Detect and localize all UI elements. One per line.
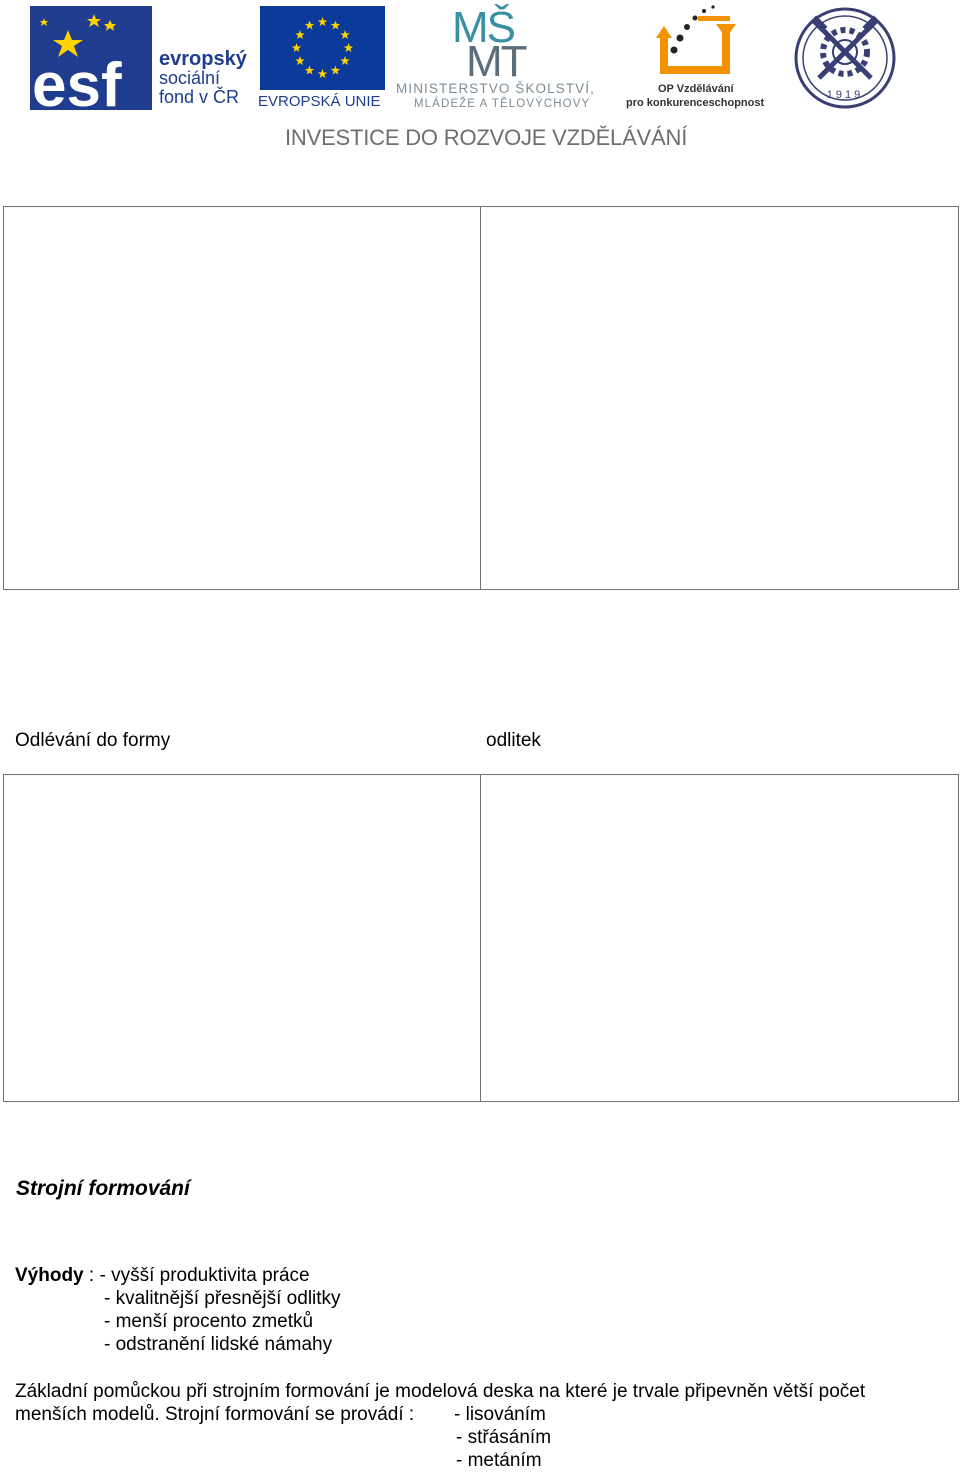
school-seal-logo xyxy=(793,6,897,110)
msmt-logo xyxy=(396,4,618,110)
op-mark-icon xyxy=(654,4,740,82)
advantage-item-4: - odstranění lidské námahy xyxy=(104,1334,333,1355)
eu-flag xyxy=(260,6,385,90)
method-item-2: - střásáním xyxy=(456,1427,552,1448)
advantage-item-3: - menší procento zmetků xyxy=(104,1311,314,1332)
eu-star-icon xyxy=(340,30,350,39)
method-item-1: - lisováním xyxy=(454,1404,546,1425)
eu-star-icon xyxy=(318,69,328,78)
eu-star-icon xyxy=(305,66,315,75)
svg-text:MT: MT xyxy=(466,37,526,78)
eu-star-icon xyxy=(318,17,328,26)
msmt-line-1: MINISTERSTVO ŠKOLSTVÍ, xyxy=(396,81,595,96)
caption-left: Odlévání do formy xyxy=(15,730,171,751)
eu-star-icon xyxy=(305,20,315,29)
paragraph-line-2: menších modelů. Strojní formování se provádí : xyxy=(15,1404,415,1425)
eu-label: EVROPSKÁ UNIE xyxy=(258,93,381,110)
op-logo xyxy=(626,4,771,112)
paragraph-line-1: Základní pomůckou při strojním formování je modelová deska na které je trvale připevněn větší počet xyxy=(15,1381,866,1402)
seal-year: 1919 xyxy=(826,89,864,101)
eu-star-icon xyxy=(331,66,341,75)
eu-star-icon xyxy=(340,56,350,65)
seal-icon xyxy=(793,6,897,110)
eu-logo xyxy=(258,6,388,110)
eu-stars-icon xyxy=(260,6,385,90)
advantages-label: Výhody xyxy=(15,1265,84,1286)
msmt-line-2: MLÁDEŽE A TĚLOVÝCHOVY xyxy=(414,98,591,110)
image-frame-top-left xyxy=(3,206,481,590)
image-frame-bottom-right xyxy=(480,774,959,1102)
esf-mark-icon xyxy=(30,6,152,110)
advantage-item-2: - kvalitnější přesnější odlitky xyxy=(104,1288,341,1309)
svg-text:MŠ: MŠ xyxy=(452,4,514,52)
advantages-separator: : xyxy=(83,1265,100,1286)
esf-wordmark xyxy=(159,50,247,107)
eu-star-icon xyxy=(344,43,354,52)
op-line-2: pro konkurenceschopnost xyxy=(626,97,765,109)
esf-line-1: evropský xyxy=(159,48,247,70)
image-frame-top-right xyxy=(480,206,959,590)
method-item-3: - metáním xyxy=(456,1450,542,1471)
image-frame-bottom-left xyxy=(3,774,481,1102)
esf-line-3: fond v ČR xyxy=(159,87,240,107)
msmt-mark-icon xyxy=(452,4,562,78)
caption-right: odlitek xyxy=(486,730,541,751)
logo-header xyxy=(0,0,960,160)
eu-star-icon xyxy=(295,56,305,65)
section-title: Strojní formování xyxy=(16,1177,190,1200)
eu-star-icon xyxy=(292,43,302,52)
eu-star-icon xyxy=(331,20,341,29)
eu-star-icon xyxy=(295,30,305,39)
esf-logo xyxy=(30,6,250,110)
op-line-1: OP Vzdělávání xyxy=(658,83,734,95)
tagline: INVESTICE DO ROZVOJE VZDĚLÁVÁNÍ xyxy=(285,125,688,150)
svg-text:esf: esf xyxy=(32,51,122,110)
advantages-line xyxy=(15,1264,310,1287)
advantage-item-1: - vyšší produktivita práce xyxy=(99,1265,310,1286)
esf-line-2: sociální xyxy=(159,68,221,88)
